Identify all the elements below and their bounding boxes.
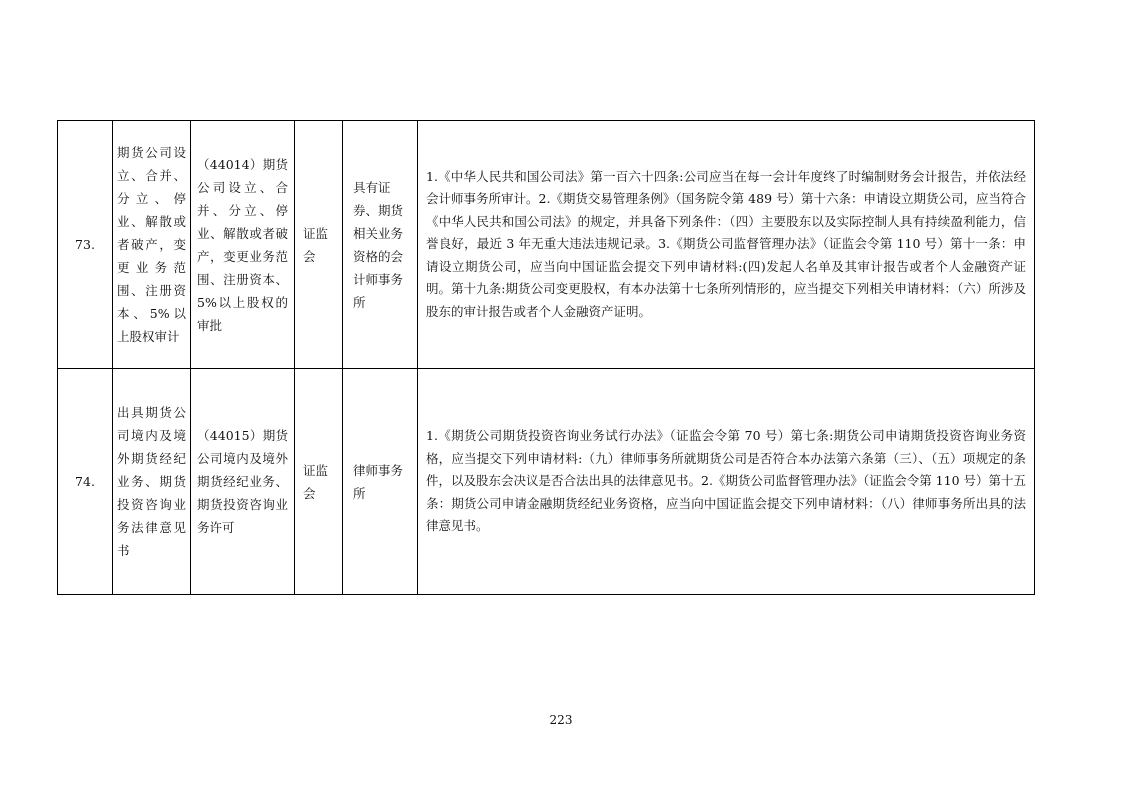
department: 证监会 [295, 369, 343, 595]
approval-item: （44014）期货公司设立、合并、分立、停业、解散或者破产，变更业务范围、注册资本、5%以上股权的审批 [191, 121, 295, 369]
service-provider: 具有证券、期货相关业务资格的会计师事务所 [343, 121, 418, 369]
service-name: 期货公司设立、合并、分立、停业、解散或者破产，变更业务范围、注册资本、5%以上股权审计 [113, 121, 191, 369]
department: 证监会 [295, 121, 343, 369]
legal-basis: 1.《中华人民共和国公司法》第一百六十四条:公司应当在每一会计年度终了时编制财务会计报告，并依法经会计师事务所审计。2.《期货交易管理条例》（国务院令第 489 号）第十六条：申请设立期货公司，应当符合《中华人民共和国公司法》的规定，并具备下列条件：（四）主要股东以及实际控制人具有持续盈利能力，信誉良好，最近 3 年无重大违法违规记录。3.《期货公司监督管理办法》（证监会令第 110 号）第十一条：申请设立期货公司，应当向中国证监会提交下列申请材料:(四)发起人名单及其审计报告或者个人金融资产证明。第十九条:期货公司变更股权，有本办法第十七条所列情形的，应当提交下列相关申请材料：（六）所涉及股东的审计报告或者个人金融资产证明。 [418, 121, 1035, 369]
service-provider: 律师事务所 [343, 369, 418, 595]
row-number: 73. [58, 121, 113, 369]
services-table [57, 120, 1035, 595]
page-number: 223 [549, 713, 573, 727]
table-row [58, 369, 1035, 595]
service-name: 出具期货公司境内及境外期货经纪业务、期货投资咨询业务法律意见书 [113, 369, 191, 595]
legal-basis: 1.《期货公司期货投资咨询业务试行办法》（证监会令第 70 号）第七条:期货公司申请期货投资咨询业务资格，应当提交下列申请材料:（九）律师事务所就期货公司是否符合本办法第六条第（三）、（五）项规定的条件，以及股东会决议是否合法出具的法律意见书。2.《期货公司监督管理办法》（证监会令第 110 号）第十五条：期货公司申请金融期货经纪业务资格，应当向中国证监会提交下列申请材料：（八）律师事务所出具的法律意见书。 [418, 369, 1035, 595]
row-number: 74. [58, 369, 113, 595]
approval-item: （44015）期货公司境内及境外期货经纪业务、期货投资咨询业务许可 [191, 369, 295, 595]
table-row [58, 121, 1035, 369]
